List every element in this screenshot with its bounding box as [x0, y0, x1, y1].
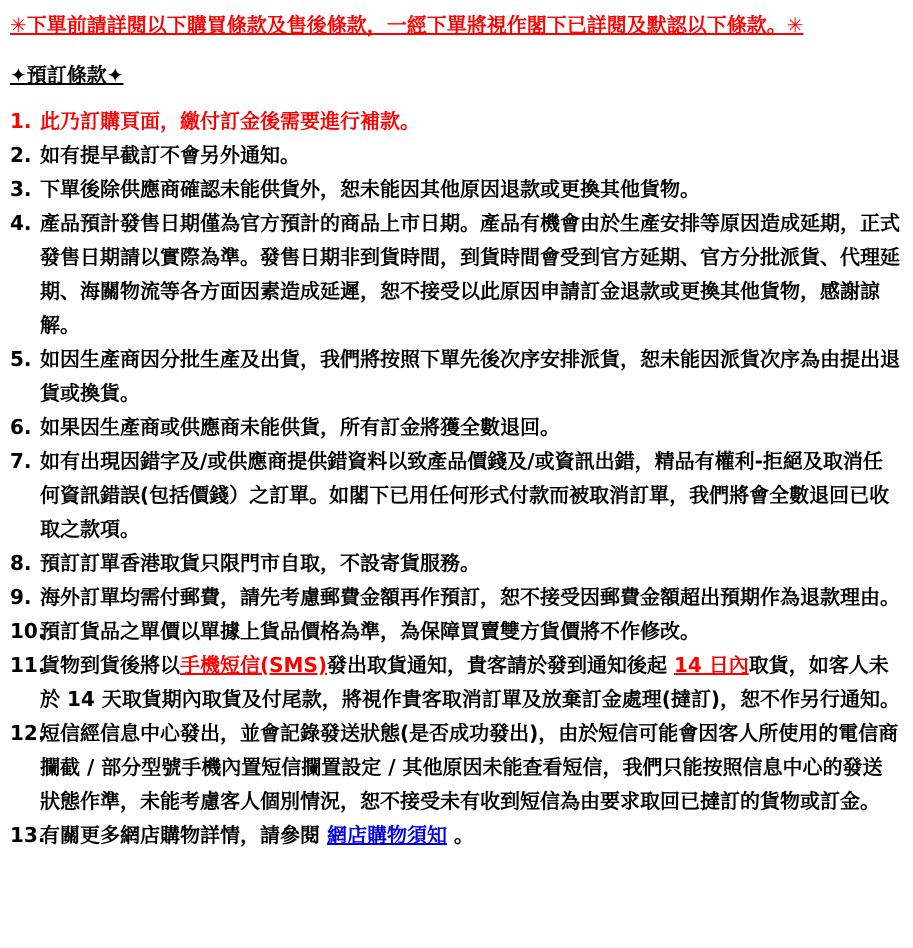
term-item-8 [10, 546, 901, 580]
term-text: 短信經信息中心發出，並會記錄發送狀態(是否成功發出)，由於短信可能會因客人所使用的電信商攔截 / 部分型號手機內置短信攔置設定 / 其他原因未能查看短信，我們只能按照信息中心的發送狀態作準，未能考慮客人個別情況，恕不接受未有收到短信為由要求取回已撻訂的貨物或訂金。 [40, 721, 899, 813]
term-number: 4. [10, 211, 32, 235]
term-number: 7. [10, 449, 32, 473]
term-number: 3. [10, 177, 32, 201]
pickup-deadline-highlight: 14 日內 [673, 653, 749, 677]
term-item-11 [10, 648, 901, 716]
terms-list [10, 104, 901, 852]
term-number: 6. [10, 415, 32, 439]
term-text-segment: 。 [446, 823, 474, 847]
term-number: 1. [10, 109, 32, 133]
term-text: 此乃訂購頁面，繳付訂金後需要進行補款。 [40, 109, 420, 133]
term-number: 8. [10, 551, 32, 575]
term-text: 下單後除供應商確認未能供貨外，恕未能因其他原因退款或更換其他貨物。 [40, 177, 700, 201]
term-number: 5. [10, 347, 32, 371]
term-item-2 [10, 138, 901, 172]
term-item-13 [10, 818, 901, 852]
term-text: 如有提早截訂不會另外通知。 [40, 143, 300, 167]
section-title-row [10, 58, 901, 104]
term-text-segment: 有關更多網店購物詳情，請參閱 [40, 823, 327, 847]
term-text: 產品預計發售日期僅為官方預計的商品上市日期。產品有機會由於生產安排等原因造成延期，正式發售日期請以實際為準。發售日期非到貨時間，到貨時間會受到官方延期、官方分批派貨、代理延期、海關物流等各方面因素造成延遲，恕不接受以此原因申請訂金退款或更換其他貨物，感謝諒解。 [40, 211, 900, 337]
term-item-1 [10, 104, 901, 138]
term-text [40, 818, 901, 852]
term-number: 11. [10, 653, 46, 677]
term-text-segment: 取貨，如客人未於 14 天取貨期內取貨及付尾款，將視作貴客取消訂單及放棄訂金處理(撻訂)，恕不作另行通知。 [40, 653, 901, 711]
term-number: 12. [10, 721, 46, 745]
term-number: 2. [10, 143, 32, 167]
purchase-notice-banner: ✳下單前請詳閱以下購買條款及售後條款，一經下單將視作閣下已詳閱及默認以下條款。✳ [10, 13, 804, 37]
term-item-3 [10, 172, 901, 206]
term-text: 如有出現因錯字及/或供應商提供錯資料以致產品價錢及/或資訊出錯，精品有權利-拒絕及取消任何資訊錯誤(包括價錢）之訂單。如閣下已用任何形式付款而被取消訂單，我們將會全數退回已收取之款項。 [40, 449, 890, 541]
term-text-segment: 貨物到貨後將以 [40, 653, 180, 677]
term-item-12 [10, 716, 901, 818]
term-text: 預訂訂單香港取貨只限門市自取，不設寄貨服務。 [40, 551, 480, 575]
term-item-10 [10, 614, 901, 648]
term-text: 如果因生產商或供應商未能供貨，所有訂金將獲全數退回。 [40, 415, 560, 439]
term-item-5 [10, 342, 901, 410]
sms-highlight: 手機短信(SMS) [180, 653, 327, 677]
term-text: 預訂貨品之單價以單據上貨品價格為準，為保障買賣雙方貨價將不作修改。 [40, 619, 700, 643]
term-text-segment: 發出取貨通知，貴客請於發到通知後起 [327, 653, 674, 677]
term-number: 13. [10, 823, 46, 847]
term-number: 9. [10, 585, 32, 609]
store-shopping-guide-link[interactable]: 網店購物須知 [326, 823, 447, 847]
term-text: 海外訂單均需付郵費，請先考慮郵費金額再作預訂，恕不接受因郵費金額超出預期作為退款理由。 [40, 585, 900, 609]
term-item-4 [10, 206, 901, 342]
term-item-9 [10, 580, 901, 614]
term-text: 如因生產商因分批生產及出貨，我們將按照下單先後次序安排派貨，恕未能因派貨次序為由提出退貨或換貨。 [40, 347, 900, 405]
term-item-6 [10, 410, 901, 444]
term-number: 10. [10, 619, 46, 643]
section-title-preorder-terms: ✦預訂條款✦ [10, 63, 124, 87]
term-text [40, 648, 901, 716]
term-item-7 [10, 444, 901, 546]
